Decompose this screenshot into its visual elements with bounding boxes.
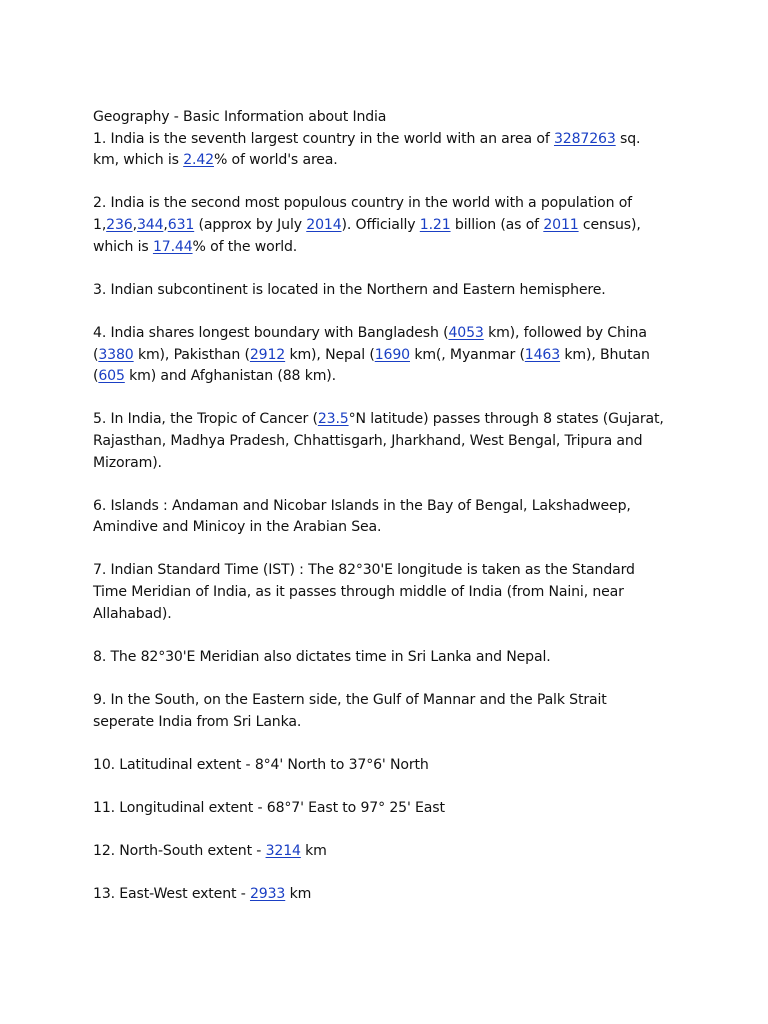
fact-text: 4. India shares longest boundary with Bangladesh ( bbox=[93, 324, 449, 341]
fact-item bbox=[93, 280, 693, 302]
fact-line bbox=[93, 604, 693, 626]
fact-text: (approx by July bbox=[194, 216, 307, 233]
fact-text: 2. India is the second most populous country in the world with a population of bbox=[93, 195, 632, 212]
fact-line bbox=[93, 345, 693, 367]
paragraph-spacer bbox=[93, 258, 693, 280]
paragraph-spacer bbox=[93, 776, 693, 798]
paragraph-spacer bbox=[93, 668, 693, 690]
paragraph-spacer bbox=[93, 863, 693, 885]
fact-text: ( bbox=[93, 346, 99, 363]
fact-text: sq. bbox=[615, 130, 641, 147]
fact-text: 1, bbox=[93, 216, 107, 233]
fact-line bbox=[93, 193, 693, 215]
fact-line bbox=[93, 453, 693, 475]
fact-line bbox=[93, 798, 693, 820]
number-link[interactable]: 2.42 bbox=[183, 152, 214, 169]
fact-text: Time Meridian of India, as it passes through middle of India (from Naini, near bbox=[93, 584, 624, 601]
paragraph-spacer bbox=[93, 820, 693, 842]
fact-line bbox=[93, 841, 693, 863]
fact-text: which is bbox=[93, 238, 153, 255]
number-link[interactable]: 1690 bbox=[374, 346, 410, 363]
fact-item bbox=[93, 755, 693, 777]
fact-text: km(, Myanmar ( bbox=[410, 346, 525, 363]
fact-text: km), Bhutan bbox=[560, 346, 650, 363]
fact-text: 5. In India, the Tropic of Cancer ( bbox=[93, 411, 318, 428]
number-link[interactable]: 631 bbox=[167, 216, 195, 233]
fact-item bbox=[93, 647, 693, 669]
number-link[interactable]: 23.5 bbox=[317, 411, 349, 428]
fact-text: 11. Longitudinal extent - 68°7' East to 97° 25' East bbox=[93, 800, 445, 816]
fact-text: seperate India from Sri Lanka. bbox=[93, 713, 302, 730]
fact-text: km), Nepal ( bbox=[285, 346, 375, 363]
paragraph-spacer bbox=[93, 625, 693, 647]
fact-text: °N latitude) passes through 8 states (Gujarat, bbox=[348, 411, 664, 428]
number-link[interactable]: 2933 bbox=[249, 886, 286, 903]
fact-text: ( bbox=[93, 368, 99, 385]
fact-item bbox=[93, 841, 693, 863]
fact-item bbox=[93, 193, 693, 258]
fact-text: 8. The 82°30'E Meridian also dictates time in Sri Lanka and Nepal. bbox=[93, 648, 551, 665]
fact-line bbox=[93, 712, 693, 734]
fact-item bbox=[93, 798, 693, 820]
fact-item bbox=[93, 129, 693, 172]
fact-item bbox=[93, 496, 693, 539]
fact-line bbox=[93, 366, 693, 388]
fact-text: , bbox=[163, 216, 168, 233]
fact-text: km) and Afghanistan (88 km). bbox=[124, 368, 336, 385]
fact-text: 12. North-South extent - bbox=[93, 843, 266, 860]
fact-text: 9. In the South, on the Eastern side, the Gulf of Mannar and the Palk Strait bbox=[93, 692, 607, 709]
document-page bbox=[93, 107, 693, 906]
fact-line bbox=[93, 647, 693, 669]
fact-text: 7. Indian Standard Time (IST) : The 82°30'E longitude is taken as the Standard bbox=[93, 562, 635, 579]
number-link[interactable]: 4053 bbox=[448, 324, 484, 341]
fact-item bbox=[93, 690, 693, 733]
fact-text: 10. Latitudinal extent - 8°4' North to 37°6' North bbox=[93, 756, 429, 773]
fact-line bbox=[93, 150, 693, 172]
number-link[interactable]: 236 bbox=[106, 216, 133, 233]
fact-text: km, which is bbox=[93, 152, 184, 169]
fact-text: billion (as of bbox=[450, 216, 544, 233]
number-link[interactable]: 3214 bbox=[265, 843, 301, 860]
fact-text: 6. Islands : Andaman and Nicobar Islands in the Bay of Bengal, Lakshadweep, bbox=[93, 497, 631, 514]
fact-text: census), bbox=[578, 216, 641, 233]
fact-text: km bbox=[285, 886, 312, 903]
fact-text: 3. Indian subcontinent is located in the Northern and Eastern hemisphere. bbox=[93, 281, 606, 298]
fact-line bbox=[93, 884, 693, 906]
fact-text: km), followed by China bbox=[483, 324, 647, 341]
fact-line bbox=[93, 409, 693, 431]
number-link[interactable]: 344 bbox=[136, 216, 164, 233]
fact-text: km), Pakisthan ( bbox=[133, 346, 250, 363]
number-link[interactable]: 3287263 bbox=[553, 130, 616, 147]
number-link[interactable]: 3380 bbox=[98, 346, 134, 363]
fact-line bbox=[93, 237, 693, 259]
number-link[interactable]: 2912 bbox=[249, 346, 286, 363]
fact-line bbox=[93, 496, 693, 518]
fact-text: % of the world. bbox=[192, 238, 298, 255]
fact-text: Amindive and Minicoy in the Arabian Sea. bbox=[93, 519, 382, 536]
fact-line bbox=[93, 129, 693, 151]
number-link[interactable]: 17.44 bbox=[152, 238, 193, 255]
fact-text: % of world's area. bbox=[213, 152, 338, 169]
paragraph-spacer bbox=[93, 172, 693, 194]
number-link[interactable]: 1.21 bbox=[419, 216, 451, 233]
fact-line bbox=[93, 690, 693, 712]
fact-line bbox=[93, 323, 693, 345]
number-link[interactable]: 2014 bbox=[306, 216, 342, 233]
fact-list bbox=[93, 129, 693, 906]
fact-text: Mizoram). bbox=[93, 454, 162, 471]
fact-line bbox=[93, 280, 693, 302]
fact-text: , bbox=[132, 216, 137, 233]
paragraph-spacer bbox=[93, 301, 693, 323]
fact-text: 13. East-West extent - bbox=[93, 886, 250, 903]
fact-text: km bbox=[300, 843, 327, 860]
document-title: Geography - Basic Information about India bbox=[93, 109, 387, 125]
paragraph-spacer bbox=[93, 733, 693, 755]
fact-text: 1. India is the seventh largest country in the world with an area of bbox=[93, 130, 554, 147]
fact-line bbox=[93, 431, 693, 453]
fact-text: ). Officially bbox=[341, 216, 420, 233]
fact-item bbox=[93, 323, 693, 388]
number-link[interactable]: 605 bbox=[98, 368, 125, 385]
fact-line bbox=[93, 560, 693, 582]
fact-item bbox=[93, 409, 693, 474]
paragraph-spacer bbox=[93, 539, 693, 561]
fact-item bbox=[93, 560, 693, 625]
paragraph-spacer bbox=[93, 388, 693, 410]
number-link[interactable]: 1463 bbox=[524, 346, 561, 363]
fact-item bbox=[93, 884, 693, 906]
fact-line bbox=[93, 517, 693, 539]
fact-line bbox=[93, 582, 693, 604]
number-link[interactable]: 2011 bbox=[543, 216, 579, 233]
fact-line bbox=[93, 755, 693, 777]
fact-text: Rajasthan, Madhya Pradesh, Chhattisgarh, Jharkhand, West Bengal, Tripura and bbox=[93, 432, 643, 449]
paragraph-spacer bbox=[93, 474, 693, 496]
fact-text: Allahabad). bbox=[93, 605, 172, 622]
fact-line bbox=[93, 215, 693, 237]
